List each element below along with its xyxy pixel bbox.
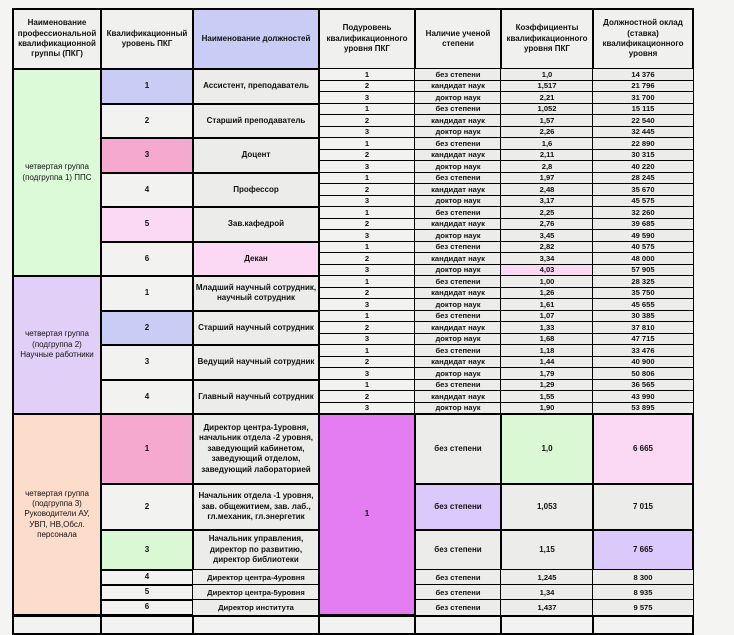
salary-cell: 21 796 <box>592 80 694 93</box>
sublevel-cell: 2 <box>318 183 416 196</box>
salary-cell: 30 315 <box>592 149 694 162</box>
sublevel-cell: 1 <box>318 413 416 616</box>
coefficient-cell: 1,245 <box>500 569 594 586</box>
sublevel-cell: 2 <box>318 252 416 265</box>
position-cell: Старший научный сотрудник <box>192 310 320 347</box>
salary-cell: 39 685 <box>592 218 694 231</box>
degree-cell: кандидат наук <box>414 149 502 162</box>
sublevel-cell: 2 <box>318 356 416 369</box>
coefficient-cell: 2,82 <box>500 241 594 254</box>
coefficient-cell: 2,25 <box>500 206 594 219</box>
group-name-cell: четвертая группа (подгруппа 3) Руководители АУ, УВП, НВ,Обсл. персонала <box>12 413 102 616</box>
qual-level-cell: 1 <box>100 68 194 105</box>
degree-cell: кандидат наук <box>414 287 502 300</box>
coefficient-cell: 1,33 <box>500 321 594 334</box>
degree-cell: без степени <box>414 584 502 601</box>
sublevel-cell: 2 <box>318 114 416 127</box>
header-coefficient: Коэффициенты квалификационного уровня ПКГ <box>500 8 594 70</box>
position-cell: Декан <box>192 241 320 278</box>
sublevel-cell: 3 <box>318 91 416 104</box>
salary-cell: 45 655 <box>592 298 694 311</box>
salary-cell: 45 575 <box>592 195 694 208</box>
sublevel-cell: 1 <box>318 344 416 357</box>
header-pkg-name: Наименование профессиональной квалификационной группы (ПКГ) <box>12 8 102 70</box>
salary-cell: 30 385 <box>592 310 694 323</box>
coefficient-cell: 2,76 <box>500 218 594 231</box>
salary-cell: 57 905 <box>592 264 694 277</box>
salary-cell: 35 750 <box>592 287 694 300</box>
salary-cell: 31 700 <box>592 91 694 104</box>
coefficient-cell: 1,97 <box>500 172 594 185</box>
degree-cell: без степени <box>414 172 502 185</box>
sublevel-cell: 3 <box>318 229 416 242</box>
sublevel-cell: 3 <box>318 367 416 380</box>
sublevel-cell: 3 <box>318 160 416 173</box>
salary-cell: 37 810 <box>592 321 694 334</box>
qual-level-cell: 5 <box>100 584 194 601</box>
degree-cell: доктор наук <box>414 126 502 139</box>
coefficient-cell: 2,8 <box>500 160 594 173</box>
degree-cell: кандидат наук <box>414 218 502 231</box>
sublevel-cell: 1 <box>318 68 416 81</box>
qual-level-cell: 3 <box>100 344 194 381</box>
degree-cell: доктор наук <box>414 195 502 208</box>
qual-level-cell: 6 <box>100 241 194 278</box>
degree-cell: доктор наук <box>414 402 502 415</box>
coefficient-cell: 1,15 <box>500 529 594 571</box>
qual-level-cell: 4 <box>100 569 194 586</box>
qual-level-cell: 2 <box>100 103 194 140</box>
salary-cell: 40 220 <box>592 160 694 173</box>
salary-cell: 28 245 <box>592 172 694 185</box>
degree-cell: доктор наук <box>414 160 502 173</box>
salary-cell: 22 890 <box>592 137 694 150</box>
sublevel-cell: 3 <box>318 298 416 311</box>
coefficient-cell: 1,07 <box>500 310 594 323</box>
coefficient-cell: 1,61 <box>500 298 594 311</box>
coefficient-cell: 1,44 <box>500 356 594 369</box>
salary-cell: 8 300 <box>592 569 694 586</box>
salary-cell: 36 565 <box>592 379 694 392</box>
degree-cell: доктор наук <box>414 264 502 277</box>
degree-cell: без степени <box>414 379 502 392</box>
position-cell: Профессор <box>192 172 320 209</box>
salary-cell: 7 665 <box>592 529 694 571</box>
coefficient-cell: 4,03 <box>500 264 594 277</box>
degree-cell: кандидат наук <box>414 321 502 334</box>
qual-level-cell: 5 <box>100 206 194 243</box>
coefficient-cell: 1,00 <box>500 275 594 288</box>
degree-cell: без степени <box>414 310 502 323</box>
coefficient-cell: 2,21 <box>500 91 594 104</box>
coefficient-cell: 1,79 <box>500 367 594 380</box>
position-cell: Директор центра-1уровня, начальник отдела -2 уровня, заведующий кабинетом, заведующий отделом, заведующий лабораторией <box>192 413 320 485</box>
sublevel-cell: 1 <box>318 103 416 116</box>
position-cell: Зав.кафедрой <box>192 206 320 243</box>
sublevel-cell: 1 <box>318 206 416 219</box>
qual-level-cell: 2 <box>100 483 194 531</box>
sublevel-cell: 2 <box>318 149 416 162</box>
coefficient-cell: 1,437 <box>500 599 594 616</box>
position-cell: Ведущий научный сотрудник <box>192 344 320 381</box>
coefficient-cell: 3,45 <box>500 229 594 242</box>
empty-cell <box>12 615 102 635</box>
sublevel-cell: 1 <box>318 310 416 323</box>
degree-cell: кандидат наук <box>414 114 502 127</box>
salary-cell: 22 540 <box>592 114 694 127</box>
salary-cell: 28 325 <box>592 275 694 288</box>
coefficient-cell: 1,68 <box>500 333 594 346</box>
salary-cell: 32 445 <box>592 126 694 139</box>
coefficient-cell: 1,90 <box>500 402 594 415</box>
salary-cell: 50 806 <box>592 367 694 380</box>
position-cell: Младший научный сотрудник, научный сотрудник <box>192 275 320 312</box>
qual-level-cell: 1 <box>100 275 194 312</box>
empty-cell <box>192 615 320 635</box>
coefficient-cell: 1,57 <box>500 114 594 127</box>
header-sublevel: Подуровень квалификационного уровня ПКГ <box>318 8 416 70</box>
salary-cell: 40 575 <box>592 241 694 254</box>
coefficient-cell: 1,55 <box>500 390 594 403</box>
salary-cell: 7 015 <box>592 483 694 531</box>
salary-cell: 15 115 <box>592 103 694 116</box>
header-qual-level: Квалификационный уровень ПКГ <box>100 8 194 70</box>
position-cell: Начальник отдела -1 уровня, зав. общежитием, зав. лаб., гл.механик, гл.энергетик <box>192 483 320 531</box>
sublevel-cell: 2 <box>318 321 416 334</box>
group-name-cell: четвертая группа (подгруппа 1) ППС <box>12 68 102 277</box>
position-cell: Старший преподаватель <box>192 103 320 140</box>
coefficient-cell: 3,17 <box>500 195 594 208</box>
empty-cell <box>318 615 416 635</box>
sublevel-cell: 2 <box>318 80 416 93</box>
position-cell: Ассистент, преподаватель <box>192 68 320 105</box>
qual-level-cell: 4 <box>100 379 194 416</box>
salary-cell: 6 665 <box>592 413 694 485</box>
coefficient-cell: 2,26 <box>500 126 594 139</box>
empty-cell <box>100 615 194 635</box>
coefficient-cell: 1,18 <box>500 344 594 357</box>
coefficient-cell: 1,0 <box>500 68 594 81</box>
qual-level-cell: 3 <box>100 529 194 571</box>
coefficient-cell: 1,34 <box>500 584 594 601</box>
degree-cell: доктор наук <box>414 333 502 346</box>
empty-cell <box>592 615 694 635</box>
degree-cell: без степени <box>414 275 502 288</box>
sublevel-cell: 1 <box>318 172 416 185</box>
salary-cell: 14 376 <box>592 68 694 81</box>
degree-cell: без степени <box>414 569 502 586</box>
salary-cell: 9 575 <box>592 599 694 616</box>
salary-cell: 53 895 <box>592 402 694 415</box>
sublevel-cell: 3 <box>318 195 416 208</box>
salary-cell: 48 000 <box>592 252 694 265</box>
degree-cell: без степени <box>414 241 502 254</box>
position-cell: Доцент <box>192 137 320 174</box>
coefficient-cell: 1,053 <box>500 483 594 531</box>
salary-cell: 47 715 <box>592 333 694 346</box>
coefficient-cell: 2,11 <box>500 149 594 162</box>
degree-cell: доктор наук <box>414 229 502 242</box>
coefficient-cell: 1,29 <box>500 379 594 392</box>
sublevel-cell: 2 <box>318 287 416 300</box>
degree-cell: кандидат наук <box>414 80 502 93</box>
sublevel-cell: 1 <box>318 137 416 150</box>
degree-cell: кандидат наук <box>414 390 502 403</box>
empty-cell <box>414 615 502 635</box>
sublevel-cell: 3 <box>318 333 416 346</box>
position-cell: Директор центра-5уровня <box>192 584 320 601</box>
degree-cell: без степени <box>414 344 502 357</box>
position-cell: Директор института <box>192 599 320 616</box>
salary-cell: 40 900 <box>592 356 694 369</box>
group-name-cell: четвертая группа (подгруппа 2) Научные работники <box>12 275 102 415</box>
coefficient-cell: 1,052 <box>500 103 594 116</box>
degree-cell: доктор наук <box>414 298 502 311</box>
position-cell: Начальник управления, директор по развитию, директор библиотеки <box>192 529 320 571</box>
degree-cell: без степени <box>414 68 502 81</box>
salary-cell: 43 990 <box>592 390 694 403</box>
sublevel-cell: 1 <box>318 379 416 392</box>
salary-cell: 49 590 <box>592 229 694 242</box>
empty-cell <box>500 615 594 635</box>
salary-cell: 35 670 <box>592 183 694 196</box>
sublevel-cell: 3 <box>318 264 416 277</box>
coefficient-cell: 1,26 <box>500 287 594 300</box>
degree-cell: доктор наук <box>414 367 502 380</box>
qual-level-cell: 2 <box>100 310 194 347</box>
degree-cell: без степени <box>414 103 502 116</box>
coefficient-cell: 1,0 <box>500 413 594 485</box>
degree-cell: без степени <box>414 206 502 219</box>
header-position: Наименование должностей <box>192 8 320 70</box>
sublevel-cell: 1 <box>318 241 416 254</box>
position-cell: Главный научный сотрудник <box>192 379 320 416</box>
sublevel-cell: 2 <box>318 218 416 231</box>
degree-cell: без степени <box>414 599 502 616</box>
degree-cell: кандидат наук <box>414 356 502 369</box>
degree-cell: доктор наук <box>414 91 502 104</box>
degree-cell: кандидат наук <box>414 183 502 196</box>
coefficient-cell: 3,34 <box>500 252 594 265</box>
position-cell: Директор центра-4уровня <box>192 569 320 586</box>
salary-cell: 32 260 <box>592 206 694 219</box>
degree-cell: без степени <box>414 483 502 531</box>
coefficient-cell: 1,517 <box>500 80 594 93</box>
coefficient-cell: 2,48 <box>500 183 594 196</box>
degree-cell: без степени <box>414 413 502 485</box>
degree-cell: без степени <box>414 137 502 150</box>
qual-level-cell: 6 <box>100 599 194 616</box>
qual-level-cell: 1 <box>100 413 194 485</box>
salary-cell: 33 476 <box>592 344 694 357</box>
sublevel-cell: 3 <box>318 126 416 139</box>
coefficient-cell: 1,6 <box>500 137 594 150</box>
qual-level-cell: 4 <box>100 172 194 209</box>
header-degree: Наличие ученой степени <box>414 8 502 70</box>
sublevel-cell: 3 <box>318 402 416 415</box>
salary-cell: 8 935 <box>592 584 694 601</box>
sublevel-cell: 2 <box>318 390 416 403</box>
qual-level-cell: 3 <box>100 137 194 174</box>
sublevel-cell: 1 <box>318 275 416 288</box>
degree-cell: без степени <box>414 529 502 571</box>
header-salary: Должностной оклад (ставка) квалификационного уровня <box>592 8 694 70</box>
degree-cell: кандидат наук <box>414 252 502 265</box>
